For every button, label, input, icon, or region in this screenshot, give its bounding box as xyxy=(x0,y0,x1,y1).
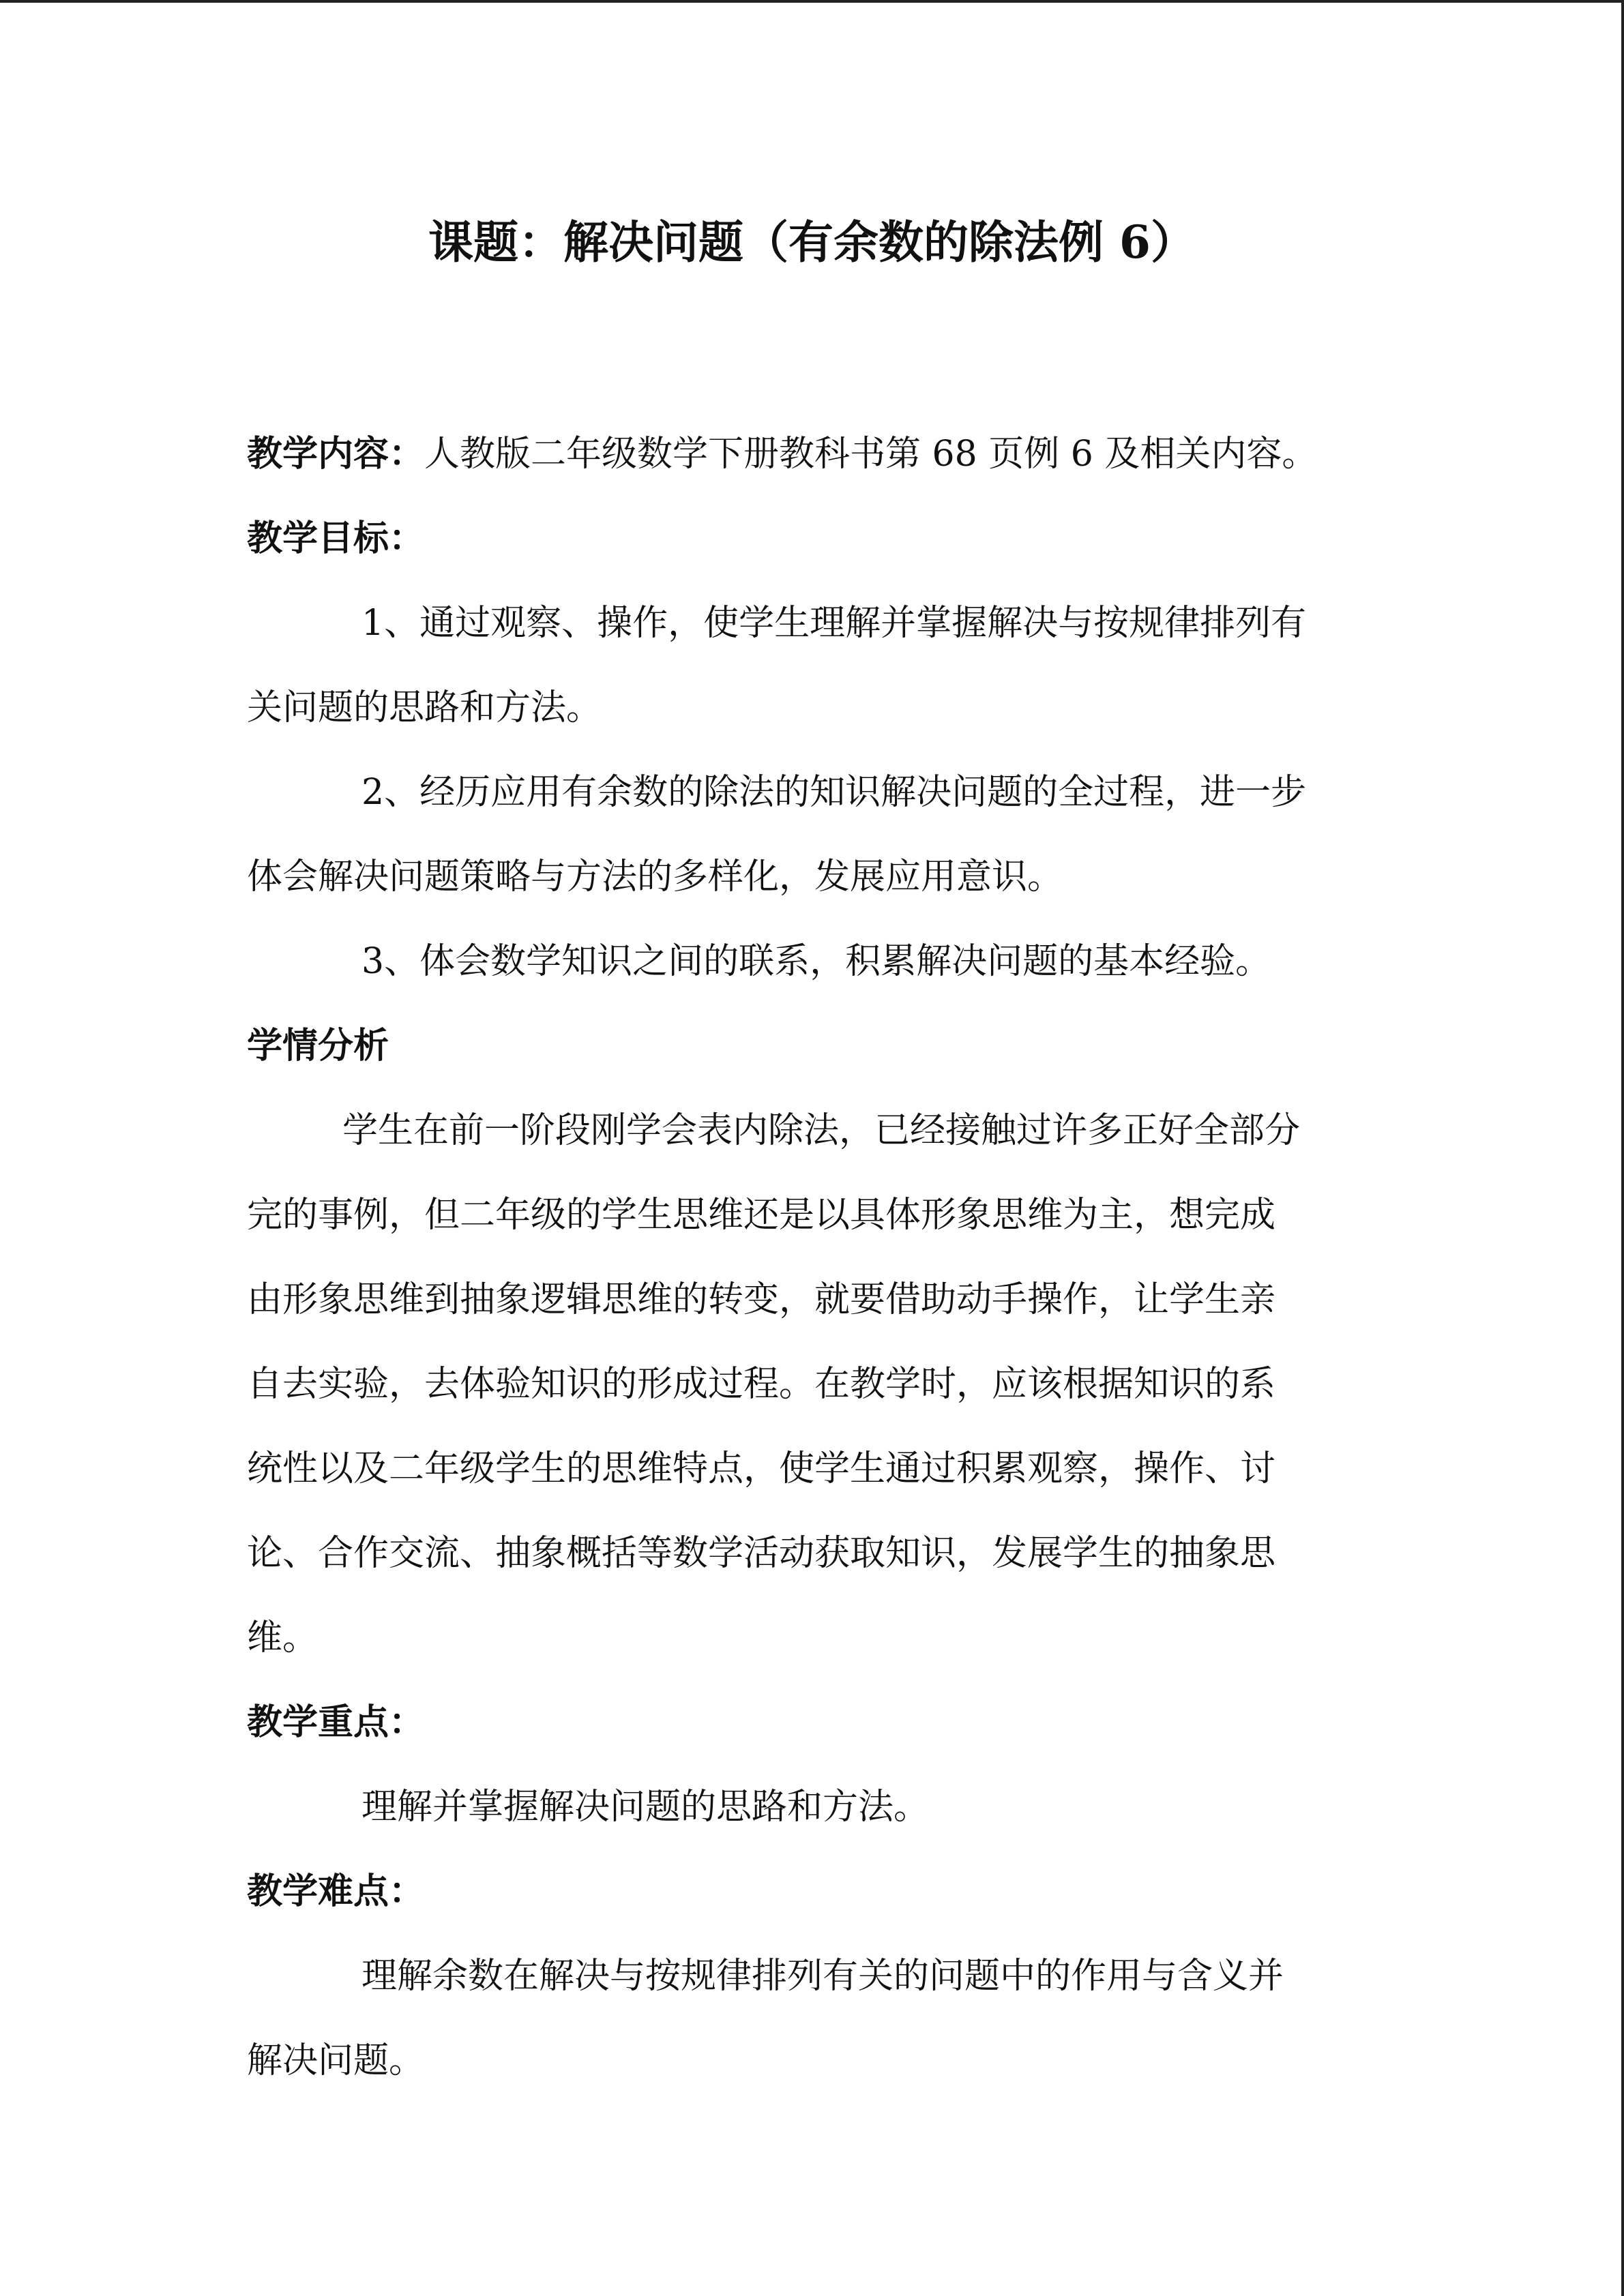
teaching-content-text: 人教版二年级数学下册教科书第 68 页例 6 及相关内容。 xyxy=(424,434,1318,475)
analysis-line-1: 学生在前一阶段刚学会表内除法，已经接触过许多正好全部分 xyxy=(342,1110,1301,1151)
objective-2-line-2: 体会解决问题策略与方法的多样化，发展应用意识。 xyxy=(247,856,1063,897)
analysis-line-3: 由形象思维到抽象逻辑思维的转变，就要借助动手操作，让学生亲 xyxy=(247,1279,1276,1320)
page-border-top xyxy=(0,0,1624,3)
page-title: 课题：解决问题（有余数的除法例 6） xyxy=(428,215,1196,269)
analysis-line-4: 自去实验，去体验知识的形成过程。在教学时，应该根据知识的系 xyxy=(247,1364,1276,1405)
objective-3-line-1: 3、体会数学知识之间的联系，积累解决问题的基本经验。 xyxy=(361,941,1271,982)
analysis-heading: 学情分析 xyxy=(247,1025,389,1067)
objective-1-line-1: 1、通过观察、操作，使学生理解并掌握解决与按规律排列有 xyxy=(361,603,1307,644)
teaching-objectives xyxy=(247,496,1379,1004)
key-point-text: 理解并掌握解决问题的思路和方法。 xyxy=(361,1787,930,1828)
teaching-content xyxy=(247,412,1379,496)
difficulty-line-2: 解决问题。 xyxy=(247,2040,425,2081)
learning-analysis xyxy=(247,1004,1379,1680)
objectives-heading: 教学目标： xyxy=(247,518,425,559)
key-point xyxy=(247,1680,1379,1849)
analysis-line-6: 论、合作交流、抽象概括等数学活动获取知识，发展学生的抽象思 xyxy=(247,1533,1276,1574)
analysis-line-7: 维。 xyxy=(247,1617,319,1658)
analysis-line-5: 统性以及二年级学生的思维特点，使学生通过积累观察，操作、讨 xyxy=(247,1448,1276,1489)
analysis-line-2: 完的事例，但二年级的学生思维还是以具体形象思维为主，想完成 xyxy=(247,1195,1276,1236)
page-border-right xyxy=(1621,0,1624,2296)
objective-2-line-1: 2、经历应用有余数的除法的知识解决问题的全过程，进一步 xyxy=(361,772,1307,813)
teaching-content-label: 教学内容： xyxy=(247,433,425,475)
objective-1-line-2: 关问题的思路和方法。 xyxy=(247,687,602,728)
difficulty-heading: 教学难点： xyxy=(247,1870,425,1912)
key-point-heading: 教学重点： xyxy=(247,1701,425,1743)
difficulty xyxy=(247,1849,1379,2103)
difficulty-line-1: 理解余数在解决与按规律排列有关的问题中的作用与含义并 xyxy=(361,1956,1284,1997)
